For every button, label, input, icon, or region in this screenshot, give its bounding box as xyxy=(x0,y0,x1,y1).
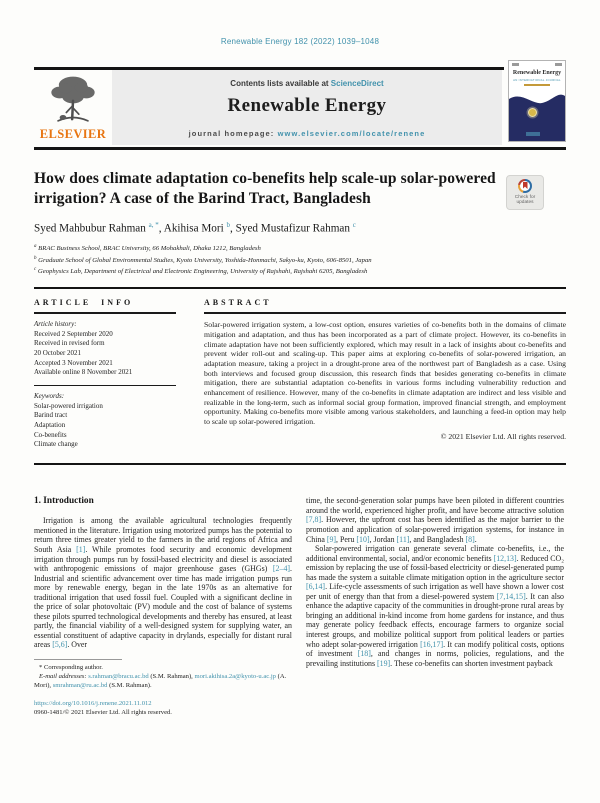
article-info-heading: ARTICLE INFO xyxy=(34,298,134,308)
author-name: Akihisa Mori xyxy=(163,222,224,235)
abstract-column xyxy=(204,298,566,450)
email-link[interactable]: mori.akihisa.2a@kyoto-u.ac.jp xyxy=(194,672,276,680)
keyword-item: Barind tract xyxy=(34,411,68,420)
footnote-block xyxy=(34,659,292,717)
keyword-item: Co-benefits xyxy=(34,430,67,439)
abstract-heading: ABSTRACT xyxy=(204,298,272,308)
article-info-rule xyxy=(34,312,176,314)
doi-block xyxy=(34,699,292,717)
body-paragraph: time, the second-generation solar pumps have been piloted in different countries around the world, experienced higher profit, and have become attractive solution [7,8]. However, the upfront cost has been identified as the major barrier to the promotion and application of solar-powered irrigation systems, for instance in China [9], Peru [10], Jordan [11], and Bangladesh [8]. xyxy=(306,496,564,544)
email-link[interactable]: smrahman@ru.ac.bd xyxy=(52,681,108,689)
section-heading: 1. Introduction xyxy=(34,496,94,507)
elsevier-wordmark: ELSEVIER xyxy=(39,126,107,141)
abstract-text: Solar-powered irrigation system, a low-cost option, ensures varieties of co-benefits both in the domains of climate mitigation and adaptation, and thus has been incorporated as a part of climate project. However, its co-benefits in climate adaptation have not been sufficiently explored, which may result in a lack of insights about co-benefits and prevent wider roll-out and scaling-up. This paper aims at exploring co-benefits of solar-powered irrigation, an adaptation measure, taking a project in a drought-prone area of the northwest part of Bangladesh as a case. Using both interviews and focused group discussion, this research finds that besides generating co-benefits in climate mitigation, there are substantial adaptation co-benefits in various forms including vulnerability reduction and enhancement of resilience. However, many of the co-benefits in climate adaptation are indirect and less visible and realizable in the long-term, such as informal social group formation, improved financial strength, and employment opportunity. Making co-benefits more visible among various stakeholders, and launching a feed-in option may help to scale up solar-powered irrigation. xyxy=(204,320,566,427)
doi-link[interactable]: https://doi.org/10.1016/j.renene.2021.11.012 xyxy=(34,699,152,707)
elsevier-tree-icon xyxy=(34,74,112,126)
sciencedirect-link[interactable]: ScienceDirect xyxy=(330,78,384,88)
journal-citation-line: Renewable Energy 182 (2022) 1039–1048 xyxy=(220,37,380,46)
journal-header xyxy=(34,67,566,150)
corresponding-author-note: * Corresponding author. xyxy=(39,664,103,671)
contents-prefix: Contents lists available at xyxy=(230,78,331,88)
bookmark-icon xyxy=(523,182,528,190)
journal-name: Renewable Energy xyxy=(227,94,387,116)
keyword-item: Solar-powered irrigation xyxy=(34,401,103,410)
body-column-left xyxy=(34,496,292,716)
email-suffix: (S.M. Rahman). xyxy=(107,681,152,689)
authors-line xyxy=(34,221,566,235)
history-item: Received in revised form xyxy=(34,339,105,348)
author-superscript[interactable]: a, * xyxy=(148,220,159,229)
author-superscript[interactable]: b xyxy=(226,220,231,229)
journal-header-box xyxy=(112,70,502,145)
homepage-line xyxy=(116,129,498,138)
author-superscript[interactable]: c xyxy=(352,220,356,229)
email-addresses-line xyxy=(34,673,292,691)
history-item: Accepted 3 November 2021 xyxy=(34,358,113,367)
check-updates-badge[interactable] xyxy=(506,175,544,210)
article-title: How does climate adaptation co-benefits help scale-up solar-powered irrigation? A case of the Barind Tract, Bangladesh xyxy=(34,169,496,207)
cover-emblem xyxy=(528,108,537,117)
keyword-item: Adaptation xyxy=(34,421,66,430)
abstract-rule xyxy=(204,312,566,314)
email-suffix: (A. Mori), xyxy=(34,672,287,689)
body-paragraph: Irrigation is among the available agricultural technologies frequently mentioned in the literature. Irrigation using motorized pumps has the potential to return three times greater yield to the farmers in the arid regions of Africa and South Asia [1]. While promotes food security and economic development irrigation through pumps run by fossil-based electricity and diesel is associated with anthropogenic emissions of major greenhouse gases (GHGs) [2–4]. Industrial and scientific advancement over time has made irrigation pumps run more by renewable energy, began in the late 1970s as an alternative for traditional irrigation that used fossil fuel. Coupled with a significant decline in the price of solar photovoltaic (PV) module and the cost of balance of systems these pilots spurred technological developments and thereby has ensured, at least partly, the financial viability of a well-designed system for supplying water, an essential constituent of adaptive capacity in drylands, especially for distant rural areas [5,6]. Over xyxy=(34,516,292,650)
body-column-right xyxy=(306,496,564,716)
contents-line xyxy=(116,79,498,88)
email-link[interactable]: s.rahman@bracu.ac.bd xyxy=(88,672,149,680)
check-updates-icon xyxy=(518,179,532,193)
cover-subtitle: AN INTERNATIONAL JOURNAL xyxy=(513,77,561,82)
journal-cover-thumbnail[interactable] xyxy=(508,60,566,142)
elsevier-logo[interactable] xyxy=(34,70,112,145)
homepage-prefix: journal homepage: xyxy=(188,128,278,138)
author-separator: , xyxy=(230,222,236,235)
cover-title: Renewable Energy xyxy=(512,70,562,76)
author-name: Syed Mustafizur Rahman xyxy=(235,222,350,235)
affiliation: $^a$ BRAC Business School, BRAC University, 66 Mohakhali, Dhaka 1212, Bangladesh xyxy=(34,244,261,253)
affiliations-block xyxy=(34,242,566,277)
article-history-label: Article history: xyxy=(34,320,77,329)
cover-bottom-label xyxy=(526,132,540,136)
footnote-divider xyxy=(34,659,122,660)
body-paragraph: Solar-powered irrigation can generate several climate co-benefits, i.e., the additional environmental, social, and/or economic benefits [12,13]. Reduced CO₂ emission by replacing the use of fossil-based electricity or diesel-generated pump has made the system a suitable climate mitigation option in the agriculture sector [6,14]. Life-cycle assessments of such irrigation as well have shown a lower cost per unit of energy than that from a diesel-powered system [7,14,15]. It can also enhance the adaptive capacity of the communities in drought-prone rural areas by bringing an additional in-kind income from home gardens for instance, and thus may generate policy feedback effects, encourage farmers to organize social interest groups, and mobilize political support from political leaders or parties who adept solar-powered irrigation [16,17]. It can modify political costs, options of investment [18], and changes in norms, policies, regulations, and the prevailing institutions [19]. These co-benefits can shorten investment payback xyxy=(306,544,565,668)
check-updates-label: Check for updates xyxy=(514,194,536,206)
email-label: E-mail addresses: xyxy=(39,672,87,680)
article-info-column xyxy=(34,298,176,450)
homepage-link[interactable]: www.elsevier.com/locate/renene xyxy=(277,128,426,138)
keywords-label: Keywords: xyxy=(34,392,65,401)
author-separator: , xyxy=(158,222,164,235)
affiliation: $^b$ Graduate School of Global Environmental Studies, Kyoto University, Yoshida-Honmachi, Sakyo-ku, Kyoto, 606-8501, Japan xyxy=(34,255,372,264)
history-item: 20 October 2021 xyxy=(34,348,82,357)
email-suffix: (S.M. Rahman), xyxy=(148,672,195,680)
abstract-copyright: © 2021 Elsevier Ltd. All rights reserved. xyxy=(440,431,566,441)
issn-line: 0960-1481/© 2021 Elsevier Ltd. All rights reserved. xyxy=(34,708,172,716)
keyword-item: Climate change xyxy=(34,440,78,449)
history-item: Received 2 September 2020 xyxy=(34,329,113,338)
cover-editor-line xyxy=(524,84,550,86)
affiliation: $^c$ Geophysics Lab, Department of Electrical and Electronic Engineering, University of Rajshahi, Rajshahi 6205, Bangladesh xyxy=(34,267,368,276)
history-item: Available online 8 November 2021 xyxy=(34,368,133,377)
info-divider xyxy=(34,385,176,387)
author-name: Syed Mahbubur Rahman xyxy=(34,222,146,235)
header-rule-bottom xyxy=(34,147,566,150)
cover-top-marks xyxy=(509,61,565,67)
